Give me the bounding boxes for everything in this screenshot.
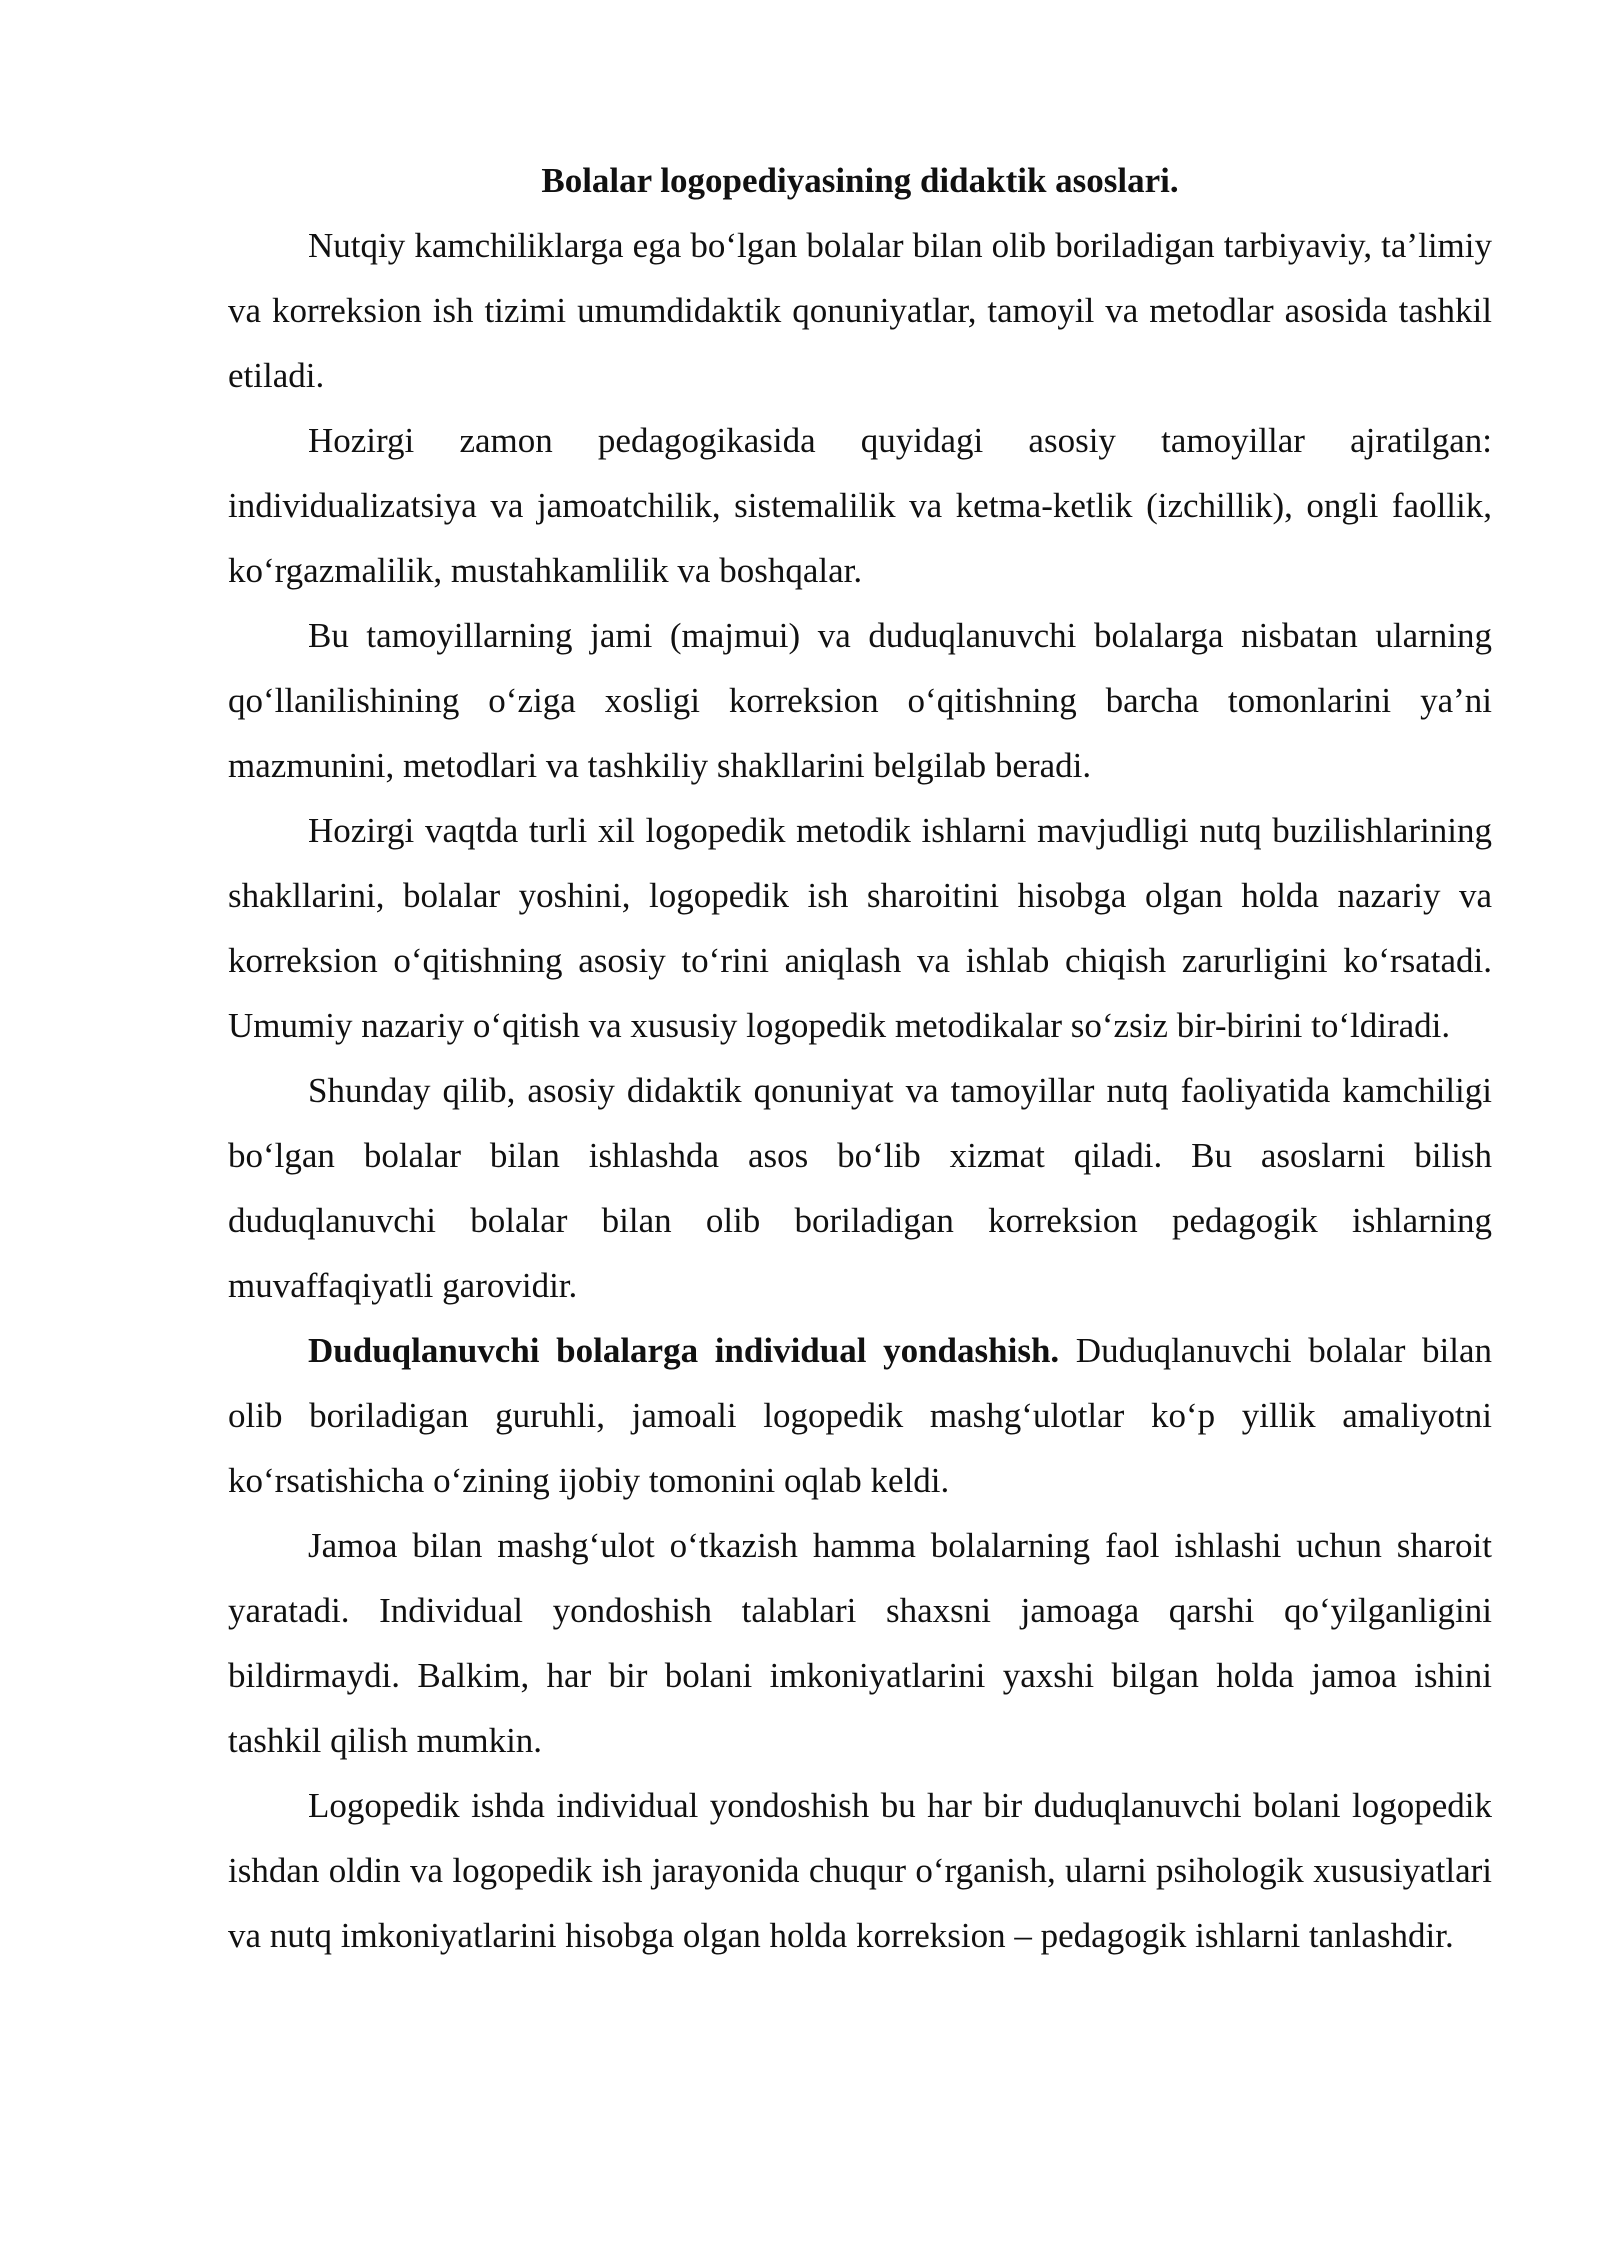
paragraph-7 <box>228 1513 1492 1773</box>
paragraph-text: Jamoa bilan mashg‘ulot o‘tkazish hamma bolalarning faol ishlashi uchun sharoit yaratadi. Individual yondoshish talablari shaxsni jamoaga qarshi qo‘yilganligini bildirmaydi. Balkim, har bir bolani imkoniyatlarini yaxshi bilgan holda jamoa ishini tashkil qilish mumkin. <box>228 1526 1492 1760</box>
paragraph-text: Bu tamoyillarning jami (majmui) va duduqlanuvchi bolalarga nisbatan ularning qo‘llanilishining o‘ziga xosligi korreksion o‘qitishning barcha tomonlarini ya’ni mazmunini, metodlari va tashkiliy shakllarini belgilab beradi. <box>228 616 1492 785</box>
paragraph-text: Nutqiy kamchiliklarga ega bo‘lgan bolalar bilan olib boriladigan tarbiyaviy, ta’limiy va korreksion ish tizimi umumdidaktik qonuniyatlar, tamoyil va metodlar asosida tashkil etiladi. <box>228 226 1492 395</box>
paragraph-4 <box>228 798 1492 1058</box>
paragraph-5 <box>228 1058 1492 1318</box>
paragraph-2 <box>228 408 1492 603</box>
paragraph-3 <box>228 603 1492 798</box>
paragraph-text: Hozirgi zamon pedagogikasida quyidagi asosiy tamoyillar ajratilgan: individualizatsiya va jamoatchilik, sistemalilik va ketma-ketlik (izchillik), ongli faollik, ko‘rgazmalilik, mustahkamlilik va boshqalar. <box>228 421 1492 590</box>
paragraph-text: Duduqlanuvchi bolalar bilan olib boriladigan guruhli, jamoali logopedik mashg‘ulotlar ko‘p yillik amaliyotni ko‘rsatishicha o‘zining ijobiy tomonini oqlab keldi. <box>228 1331 1492 1500</box>
paragraph-text: Hozirgi vaqtda turli xil logopedik metodik ishlarni mavjudligi nutq buzilishlarining shakllarini, bolalar yoshini, logopedik ish sharoitini hisobga olgan holda nazariy va korreksion o‘qitishning asosiy to‘rini aniqlash va ishlab chiqish zarurligini ko‘rsatadi. Umumiy nazariy o‘qitish va xususiy logopedik metodikalar so‘zsiz bir-birini to‘ldiradi. <box>228 811 1492 1045</box>
document-title: Bolalar logopediyasining didaktik asoslari. <box>541 161 1179 200</box>
paragraph-1 <box>228 213 1492 408</box>
paragraph-text: Logopedik ishda individual yondoshish bu har bir duduqlanuvchi bolani logopedik ishdan oldin va logopedik ish jarayonida chuqur o‘rganish, ularni psihologik xususiyatlari va nutq imkoniyatlarini hisobga olgan holda korreksion – pedagogik ishlarni tanlashdir. <box>228 1786 1492 1955</box>
paragraph-6 <box>228 1318 1492 1513</box>
paragraph-8 <box>228 1773 1492 1968</box>
document-page <box>228 148 1492 1968</box>
paragraph-text: Shunday qilib, asosiy didaktik qonuniyat va tamoyillar nutq faoliyatida kamchiligi bo‘lgan bolalar bilan ishlashda asos bo‘lib xizmat qiladi. Bu asoslarni bilish duduqlanuvchi bolalar bilan olib boriladigan korreksion pedagogik ishlarning muvaffaqiyatli garovidir. <box>228 1071 1492 1305</box>
section-heading-inline: Duduqlanuvchi bolalarga individual yondashish. <box>308 1331 1060 1370</box>
